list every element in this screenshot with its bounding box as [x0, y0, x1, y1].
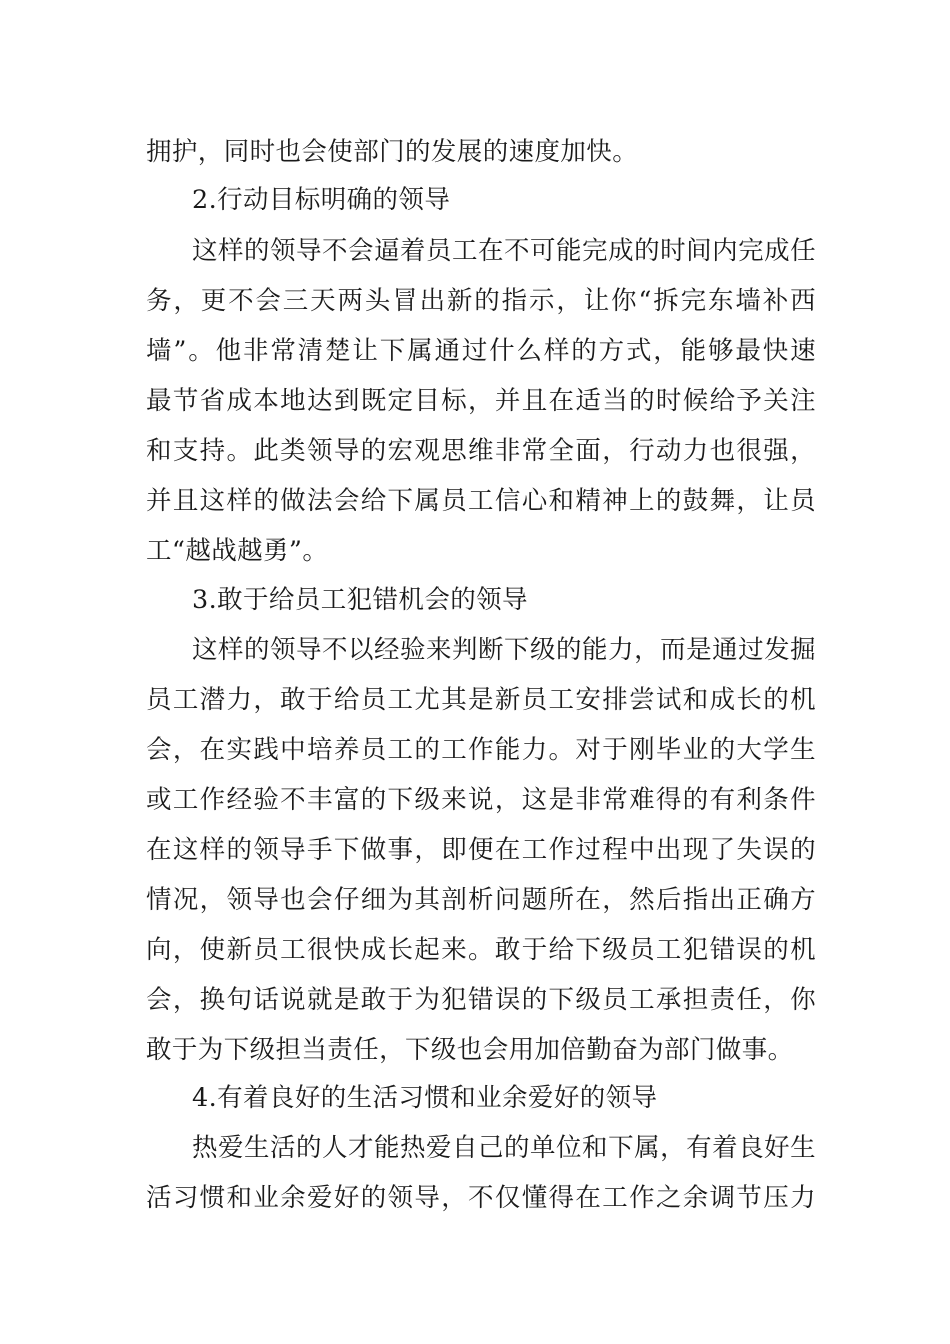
text-line-12: 员工潜力，敢于给员工尤其是新员工安排尝试和成长的机: [146, 685, 816, 715]
text-line-8: 并且这样的做法会给下属员工信心和精神上的鼓舞，让员: [146, 486, 816, 516]
text-line-18: 会，换句话说就是敢于为犯错误的下级员工承担责任，你: [146, 985, 816, 1015]
text-line-4: 务，更不会三天两头冒出新的指示，让你“拆完东墙补西: [146, 286, 816, 316]
section-heading-2: 2.行动目标明确的领导: [192, 185, 451, 215]
text-line-13: 会，在实践中培养员工的工作能力。对于刚毕业的大学生: [146, 735, 816, 765]
text-line-14: 或工作经验不丰富的下级来说，这是非常难得的有利条件: [146, 785, 816, 815]
text-line-19: 敢于为下级担当责任，下级也会用加倍勤奋为部门做事。: [146, 1035, 794, 1065]
text-line-21: 热爱生活的人才能热爱自己的单位和下属，有着良好生: [192, 1133, 816, 1163]
text-line-11: 这样的领导不以经验来判断下级的能力，而是通过发掘: [192, 635, 816, 665]
text-line-22: 活习惯和业余爱好的领导，不仅懂得在工作之余调节压力: [146, 1183, 816, 1213]
text-line-1: 拥护，同时也会使部门的发展的速度加快。: [146, 137, 639, 167]
text-line-16: 情况，领导也会仔细为其剖析问题所在，然后指出正确方: [146, 885, 816, 915]
text-line-3: 这样的领导不会逼着员工在不可能完成的时间内完成任: [192, 236, 816, 266]
section-heading-4: 4.有着良好的生活习惯和业余爱好的领导: [192, 1083, 658, 1113]
text-line-7: 和支持。此类领导的宏观思维非常全面，行动力也很强，: [146, 436, 816, 466]
text-line-5: 墙”。他非常清楚让下属通过什么样的方式，能够最快速: [146, 336, 816, 366]
text-line-17: 向，使新员工很快成长起来。敢于给下级员工犯错误的机: [146, 935, 816, 965]
text-line-9: 工“越战越勇”。: [146, 536, 329, 566]
text-line-15: 在这样的领导手下做事，即便在工作过程中出现了失误的: [146, 835, 816, 865]
text-line-6: 最节省成本地达到既定目标，并且在适当的时候给予关注: [146, 386, 816, 416]
section-heading-3: 3.敢于给员工犯错机会的领导: [192, 585, 528, 615]
